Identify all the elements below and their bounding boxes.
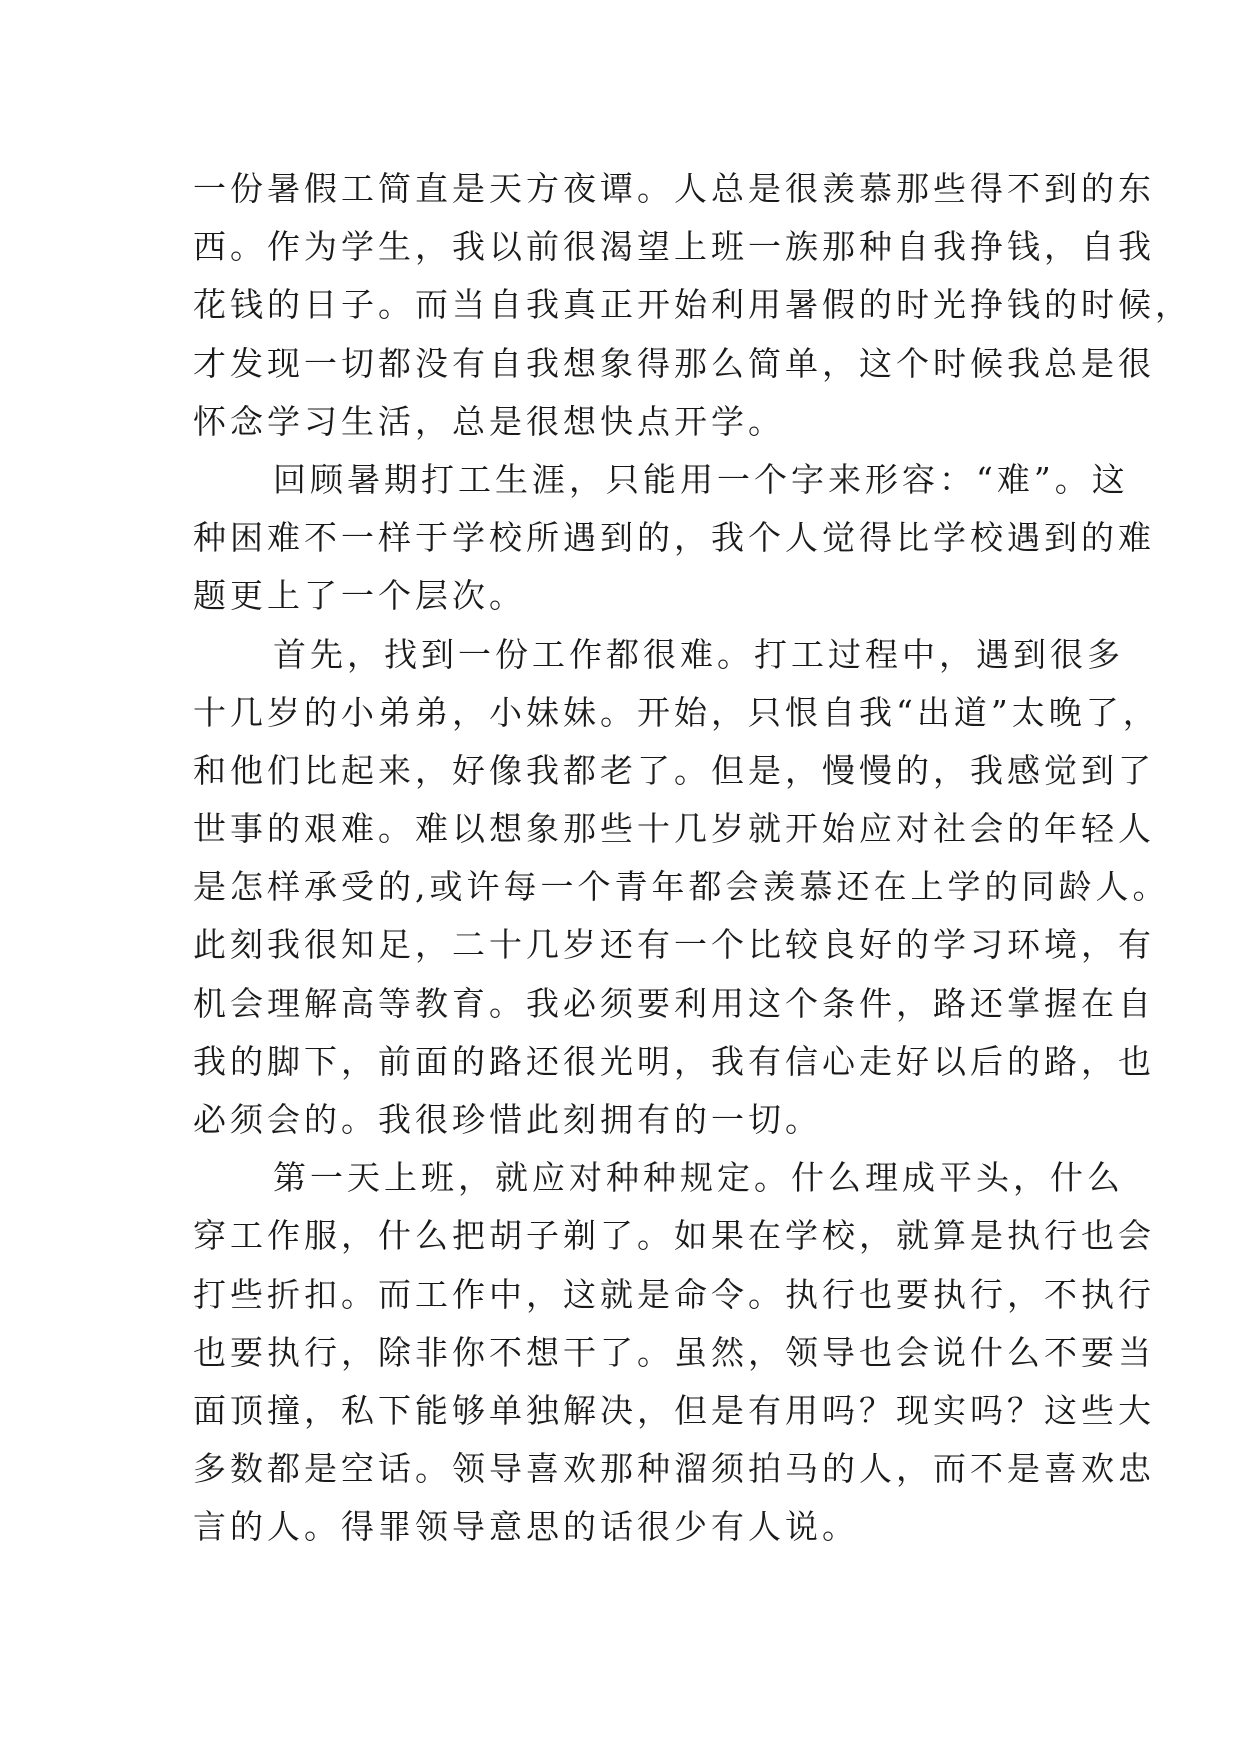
text-line: 此刻我很知足，二十几岁还有一个比较良好的学习环境，有 [193,925,1155,965]
text-line: 机会理解高等教育。我必须要利用这个条件，路还掌握在自 [193,983,1155,1023]
text-line: 十几岁的小弟弟，小妹妹。开始，只恨自我“出道”太晚了， [193,692,1160,732]
text-line: 一份暑假工简直是天方夜谭。人总是很羡慕那些得不到的东 [193,169,1155,208]
text-line: 多数都是空话。领导喜欢那种溜须拍马的人，而不是喜欢忠 [193,1449,1155,1489]
text-line: 是怎样承受的,或许每一个青年都会羡慕还在上学的同龄人。 [193,867,1170,907]
paragraph-first-line: 第一天上班，就应对种种规定。什么理成平头，什么 [273,1158,1124,1198]
paragraph-first-line: 首先，找到一份工作都很难。打工过程中，遇到很多 [273,634,1124,674]
text-line: 种困难不一样于学校所遇到的，我个人觉得比学校遇到的难 [193,518,1155,558]
text-line: 怀念学习生活，总是很想快点开学。 [193,401,785,441]
text-line: 世事的艰难。难以想象那些十几岁就开始应对社会的年轻人 [193,809,1155,849]
paragraph-first-line: 回顾暑期打工生涯，只能用一个字来形容：“难”。这 [273,459,1129,499]
text-line: 西。作为学生，我以前很渴望上班一族那种自我挣钱，自我 [193,227,1155,267]
text-line: 和他们比起来，好像我都老了。但是，慢慢的，我感觉到了 [193,750,1155,790]
text-line: 题更上了一个层次。 [193,576,526,616]
text-line: 才发现一切都没有自我想象得那么简单，这个时候我总是很 [193,343,1155,383]
document-body [193,160,1192,1557]
text-line: 必须会的。我很珍惜此刻拥有的一切。 [193,1100,822,1139]
text-line: 花钱的日子。而当自我真正开始利用暑假的时光挣钱的时候， [193,285,1192,325]
text-line: 打些折扣。而工作中，这就是命令。执行也要执行，不执行 [193,1274,1155,1314]
text-line: 面顶撞，私下能够单独解决，但是有用吗？现实吗？这些大 [193,1390,1155,1430]
text-line: 穿工作服，什么把胡子剃了。如果在学校，就算是执行也会 [193,1216,1155,1256]
text-line: 言的人。得罪领导意思的话很少有人说。 [193,1507,859,1547]
text-line: 也要执行，除非你不想干了。虽然，领导也会说什么不要当 [193,1332,1155,1372]
text-line: 我的脚下，前面的路还很光明，我有信心走好以后的路，也 [193,1041,1155,1081]
